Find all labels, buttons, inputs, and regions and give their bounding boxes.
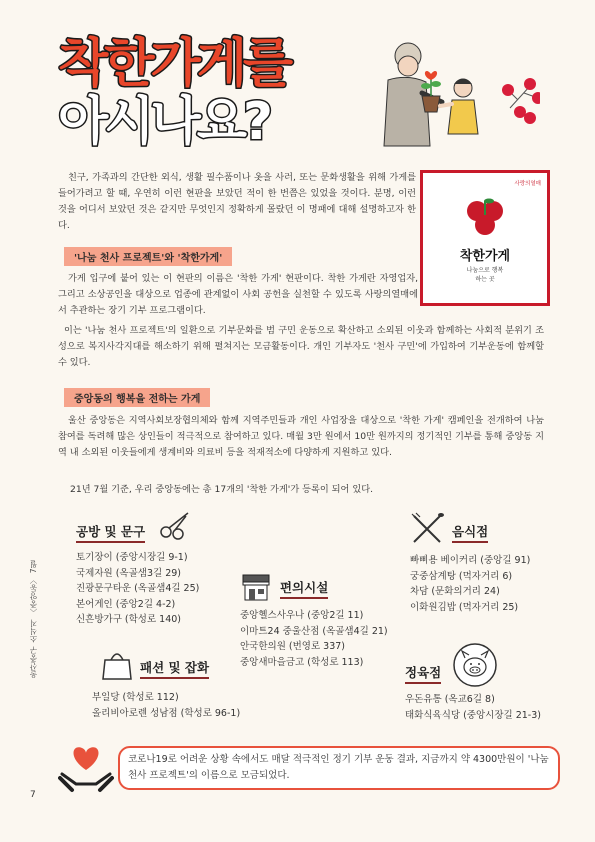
fashion-list bbox=[92, 690, 240, 721]
handbag-icon bbox=[100, 648, 134, 682]
list-item: 차담 (문화의거리 24) bbox=[410, 586, 500, 597]
section1-paragraph-1: 가게 입구에 붙어 있는 이 현판의 이름은 '착한 가게' 현판이다. 착한 가게란 자영업자, 그리고 소상공인을 대상으로 업종에 관계없이 사회 공헌을 실천할 수 있도록 사랑의열매에서 추관하는 장기 기부 프로그램이다. bbox=[58, 273, 418, 316]
sign-sub-1: 나눔으로 행복 bbox=[466, 267, 504, 274]
list-item: 진광문구타운 (옥골샘4길 25) bbox=[76, 583, 200, 594]
list-item: 올리비아로렌 성남점 (학성로 96-1) bbox=[92, 707, 241, 719]
list-item: 본어게인 (중앙2길 4-2) bbox=[76, 598, 176, 610]
fruit-of-love-icon bbox=[463, 195, 507, 239]
list-item: 이마트24 중울산점 (옥골샘4길 21) bbox=[240, 625, 388, 637]
section2-paragraph-1: 울산 중앙동은 지역사회보장협의체와 함께 지역주민들과 개인 사업장을 대상으로 '착한 가게' 캠페인을 전개하여 나눔 참여를 독려해 많은 상인들이 적극적으로 참여하고 있다. 매월 3만 원에서 10만 원까지의 정기적인 기부를 통해 중앙동 지역 내 소외된 이웃들에게 생계비와 의료비 등을 적재적소에 다양하게 지원하고 있다. bbox=[58, 415, 544, 458]
donation-summary-box: 코로나19로 어려운 상황 속에서도 매달 적극적인 정기 기부 운동 결과, 지금까지 약 4300만원이 '나눔천사 프로젝트'의 이름으로 모금되었다. bbox=[118, 746, 560, 790]
stationery-list bbox=[76, 550, 199, 628]
title-line-2: 아시나요? bbox=[58, 92, 270, 152]
sign-name: 착한가게 bbox=[459, 249, 511, 264]
category-food-title: 음식점 bbox=[452, 522, 488, 543]
food-list bbox=[410, 553, 530, 615]
list-item: 중앙헬스사우나 (중앙2길 11) bbox=[240, 610, 364, 621]
list-item: 태화식육식당 (중앙시장길 21-3) bbox=[405, 709, 541, 721]
sign-sub-2: 하는 곳 bbox=[475, 276, 495, 283]
convenience-list bbox=[240, 608, 388, 670]
list-item: 빠삐용 베이커리 (중앙길 91) bbox=[410, 555, 531, 566]
heart-hands-icon bbox=[58, 740, 114, 796]
section2-heading: 중앙동의 행복을 전하는 가게 bbox=[64, 388, 210, 407]
list-item: 토기장이 (중앙시장길 9-1) bbox=[76, 552, 188, 563]
side-publication-label: 울산중구 소식지 〈중앙동〉 7월 bbox=[29, 560, 38, 678]
category-convenience-title: 편의시설 bbox=[280, 578, 328, 599]
category-fashion-title: 패션 및 잡화 bbox=[140, 658, 209, 679]
section1-paragraph-2: 이는 '나눔 천사 프로젝트'의 일환으로 기부문화를 범 구민 운동으로 확산하고 소외된 이웃과 함께하는 사회적 분위기 조성으로 복지사각지대를 해소하기 위해 펼쳐지는 모금활동이다. 개인 기부자도 '천사 구민'에 가입하여 기부운동에 함께할 수 있다. bbox=[58, 325, 544, 368]
list-item: 안국한의원 (번영로 337) bbox=[240, 641, 346, 652]
list-item: 궁중삼계탕 (먹자거리 6) bbox=[410, 570, 513, 582]
list-item: 국제자원 (옥골샘3길 29) bbox=[76, 567, 182, 579]
store-icon bbox=[240, 572, 272, 602]
list-item: 중앙새마을금고 (학성로 113) bbox=[240, 656, 364, 668]
page-number: 7 bbox=[30, 790, 36, 800]
list-item: 신흔방가구 (학성로 140) bbox=[76, 614, 182, 625]
scissors-icon bbox=[158, 510, 194, 540]
pig-icon bbox=[452, 642, 498, 688]
category-stationery-title: 공방 및 문구 bbox=[76, 522, 145, 543]
title-line-1: 착한가게를 bbox=[58, 34, 290, 94]
category-butcher-title: 정육점 bbox=[405, 663, 441, 684]
section1-heading: '나눔 천사 프로젝트'와 '착한가게' bbox=[64, 247, 232, 266]
list-item: 부일당 (학성로 112) bbox=[92, 692, 179, 703]
fork-knife-icon bbox=[410, 512, 446, 546]
butcher-list bbox=[405, 692, 541, 723]
list-item: 이화원김밥 (먹자거리 25) bbox=[410, 601, 519, 613]
intro-paragraph: 친구, 가족과의 간단한 외식, 생활 필수품이나 옷을 사러, 또는 문화생활을 위해 가게를 들어가려고 할 때, 우연히 이런 현판을 보았던 적이 한 번쯤은 있었을 것이다. 분명, 이런 것을 어디서 보았던 것은 같지만 무엇인지 정확하게 몰랐던 이 명패에 대해 설명하고자 한다. bbox=[58, 172, 416, 231]
good-store-sign bbox=[420, 170, 550, 306]
sharing-illustration bbox=[360, 38, 540, 148]
list-item: 우돈유통 (옥교6길 8) bbox=[405, 694, 495, 705]
section2-paragraph-2: 21년 7월 기준, 우리 중앙동에는 총 17개의 '착한 가게'가 등록이 되어 있다. bbox=[70, 484, 373, 495]
sign-top-text: 사랑의열매 bbox=[514, 181, 541, 187]
